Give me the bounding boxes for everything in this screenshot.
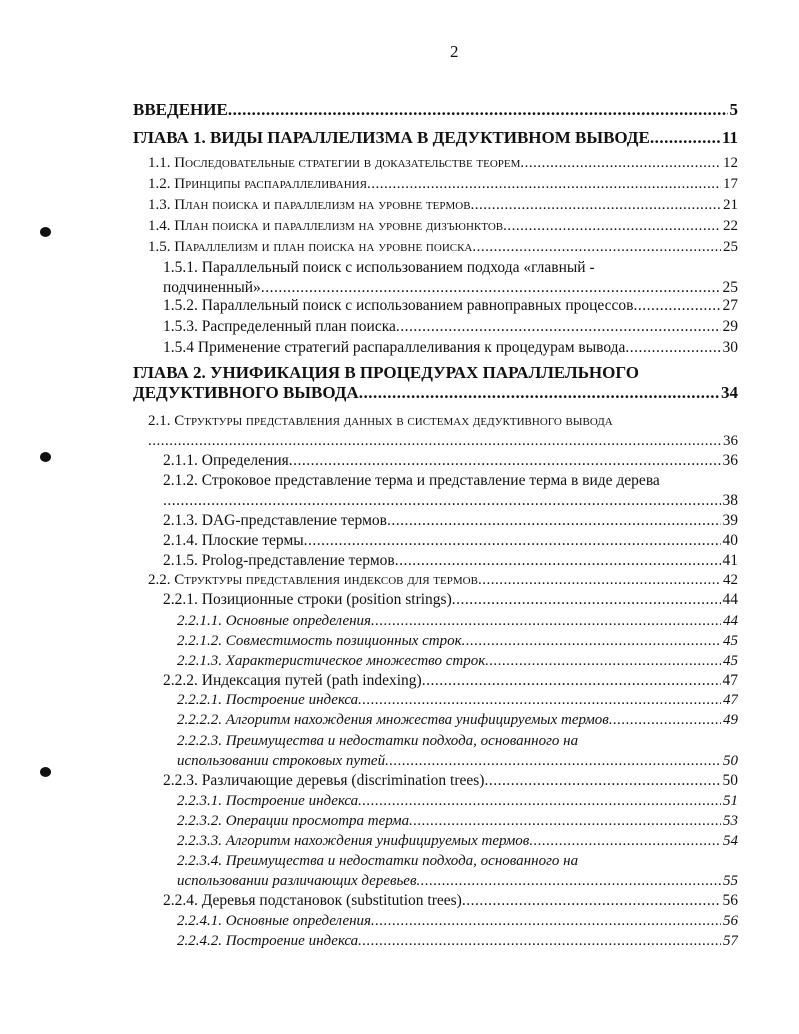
toc-entry[interactable] [177,831,738,851]
toc-entry-title: ДЕДУКТИВНОГО ВЫВОДА [133,383,359,402]
toc-entry[interactable] [163,671,738,691]
dot-leader [289,451,721,471]
dot-leader [395,551,721,571]
toc-entry-title: 2.2.2. Индексация путей (path indexing) [163,672,422,689]
toc-page-number: 44 [722,591,738,608]
dot-leader [358,791,721,811]
dot-leader [304,531,721,551]
toc-page-number: 45 [723,633,738,649]
toc-entry-title: 2.2.3.2. Операции просмотра терма [177,813,410,829]
toc-entry[interactable] [148,237,738,257]
toc-entry[interactable] [163,491,738,511]
toc-entry[interactable] [177,791,738,811]
dot-leader [385,751,721,771]
toc-page-number: 56 [722,892,738,909]
toc-entry-title: 2.2.3.3. Алгоритм нахождения унифицируемых термов [177,833,530,849]
toc-entry-line1 [177,731,738,751]
toc-entry[interactable] [177,631,738,651]
toc-page-number: 57 [723,933,738,949]
toc-entry[interactable] [163,891,738,911]
toc-entry[interactable] [163,451,738,471]
toc-page-number: 17 [723,176,738,192]
toc-entry[interactable] [133,100,738,120]
toc-entry[interactable] [133,383,738,403]
toc-page-number: 34 [721,383,738,402]
dot-leader [148,431,721,451]
toc-entry[interactable] [133,128,738,148]
toc-entry[interactable] [163,590,738,610]
toc-entry-title: 2.1.5. Prolog-представление термов [163,552,395,569]
toc-entry[interactable] [163,531,738,551]
dot-leader [462,891,721,911]
toc-entry[interactable] [148,153,738,173]
dot-leader [609,710,721,730]
dot-leader [472,237,721,257]
toc-page-number: 29 [722,318,738,335]
toc-entry-title: 1.5.1. Параллельный поиск с использованием подхода «главный - [163,259,595,276]
toc-entry[interactable] [177,911,738,931]
toc-entry-line1 [177,851,738,871]
toc-page-number: 22 [723,218,738,234]
dot-leader [416,871,721,891]
toc-page-number: 55 [723,873,738,889]
toc-entry-title: ВВЕДЕНИЕ [133,100,228,119]
toc-entry-title: 2.2.1.1. Основные определения [177,613,372,629]
scan-mark [40,227,51,237]
toc-entry-title: 1.4. План поиска и параллелизм на уровне дизъюнктов [148,218,504,234]
toc-entry-line1 [148,411,738,431]
toc-entry[interactable] [148,570,738,590]
toc-entry-title: 2.2.3. Различающие деревья (discrimination trees) [163,772,485,789]
toc-entry[interactable] [177,871,738,891]
toc-page-number: 25 [723,239,738,255]
toc-entry-title: 2.1. Структуры представления данных в системах дедуктивного вывода [148,413,613,429]
toc-entry[interactable] [148,216,738,236]
toc-entry-title: 2.1.2. Строковое представление терма и представление терма в виде дерева [163,472,660,489]
toc-entry-title: 2.2.1.2. Совместимость позиционных строк [177,633,462,649]
toc-entry-title: 2.2.3.4. Преимущества и недостатки подхода, основанного на [177,853,579,869]
scan-mark [40,452,51,462]
toc-entry-title: 1.2. Принципы распараллеливания [148,176,367,192]
toc-entry[interactable] [177,811,738,831]
toc-entry[interactable] [163,278,738,298]
toc-page-number: 56 [723,913,738,929]
toc-page-number: 21 [723,197,738,213]
dot-leader [422,671,721,691]
toc-entry-title: 2.2.2.3. Преимущества и недостатки подхода, основанного на [177,733,579,749]
toc-entry[interactable] [163,296,738,316]
toc-entry[interactable] [148,431,738,451]
toc-entry[interactable] [177,651,738,671]
dot-leader [484,771,720,791]
toc-entry-title: 1.5.2. Параллельный поиск с использованием равноправных процессов [163,297,634,314]
toc-entry-title: 2.2.4. Деревья подстановок (substitution trees) [163,892,462,909]
toc-entry-line1 [163,471,738,491]
toc-entry-line1 [163,258,738,278]
toc-entry-title: 2.2.4.2. Построение индекса [177,933,359,949]
toc-entry-title: использовании строковых путей [177,753,386,769]
toc-entry-title: 2.2. Структуры представления индексов для термов [148,572,478,588]
toc-page-number: 30 [722,339,738,356]
dot-leader [529,831,721,851]
toc-page-number: 36 [723,433,738,449]
toc-entry[interactable] [177,751,738,771]
dot-leader [471,195,721,215]
dot-leader [163,491,721,511]
toc-page-number: 41 [722,552,738,569]
dot-leader [625,338,720,358]
toc-page-number: 44 [723,613,738,629]
toc-entry[interactable] [177,690,738,710]
toc-entry[interactable] [163,317,738,337]
toc-entry-title: 2.2.4.1. Основные определения [177,913,372,929]
toc-entry-line1 [133,363,738,383]
toc-entry[interactable] [163,338,738,358]
dot-leader [387,511,721,531]
dot-leader [478,570,721,590]
dot-leader [367,174,721,194]
dot-leader [503,216,721,236]
dot-leader [520,153,721,173]
toc-entry-title: 1.1. Последовательные стратегии в доказательстве теорем [148,155,521,171]
toc-entry-title: 1.5.3. Распределенный план поиска [163,318,396,335]
toc-page-number: 54 [723,833,738,849]
toc-entry-title: 1.5. Параллелизм и план поиска на уровне поиска [148,239,473,255]
toc-entry-title: 2.1.1. Определения [163,452,289,469]
page-number: 2 [450,42,459,61]
toc-page-number: 5 [729,100,738,119]
toc-page-number: 25 [722,279,738,296]
toc-page-number: 12 [723,155,738,171]
toc-page-number: 47 [722,672,738,689]
toc-entry[interactable] [163,511,738,531]
dot-leader [358,690,721,710]
dot-leader [371,611,721,631]
toc-page-number: 45 [723,653,738,669]
toc-page-number: 42 [723,572,738,588]
toc-entry-title: 2.2.2.1. Построение индекса [177,692,359,708]
toc-entry-title: 2.2.1. Позиционные строки (position strings) [163,591,452,608]
toc-entry-title: использовании различающих деревьев [177,873,417,889]
dot-leader [396,317,721,337]
toc-page-number: 36 [722,452,738,469]
dot-leader [261,278,721,298]
toc-entry-title: 2.2.3.1. Построение индекса [177,793,359,809]
toc-page-number: 38 [722,492,738,509]
toc-entry[interactable] [177,931,738,951]
dot-leader [462,631,721,651]
dot-leader [228,100,728,120]
toc-entry-title: 2.2.2.2. Алгоритм нахождения множества унифицируемых термов [177,712,609,728]
toc-page-number: 40 [722,532,738,549]
scan-mark [40,767,51,777]
dot-leader [359,383,719,403]
toc-entry[interactable] [148,195,738,215]
toc-entry-title: подчиненный» [163,279,261,296]
toc-entry[interactable] [163,771,738,791]
toc-entry-title: 1.3. План поиска и параллелизм на уровне термов [148,197,471,213]
toc-page-number: 49 [723,712,738,728]
toc-page-number: 27 [722,297,738,314]
dot-leader [485,651,721,671]
toc-page-number: 51 [723,793,738,809]
dot-leader [452,590,721,610]
toc-entry[interactable] [177,611,738,631]
toc-entry[interactable] [148,174,738,194]
toc-entry-title: 1.5.4 Применение стратегий распараллеливания к процедурам вывода [163,339,626,356]
dot-leader [358,931,721,951]
toc-entry[interactable] [177,710,738,730]
dot-leader [371,911,721,931]
toc-entry[interactable] [163,551,738,571]
toc-page-number: 39 [722,512,738,529]
dot-leader [634,296,721,316]
toc-entry-title: 2.1.4. Плоские термы [163,532,304,549]
toc-page-number: 47 [723,692,738,708]
toc-entry-title: ГЛАВА 1. ВИДЫ ПАРАЛЛЕЛИЗМА В ДЕДУКТИВНОМ ВЫВОДЕ [133,128,650,147]
toc-entry-title: 2.1.3. DAG-представление термов [163,512,387,529]
toc-page-number: 50 [722,772,738,789]
toc-page-number: 50 [723,753,738,769]
toc-page-number: 11 [721,128,738,147]
dot-leader [650,128,720,148]
toc-entry-title: ГЛАВА 2. УНИФИКАЦИЯ В ПРОЦЕДУРАХ ПАРАЛЛЕЛЬНОГО [133,363,639,382]
toc-page-number: 53 [723,813,738,829]
toc-entry-title: 2.2.1.3. Характеристическое множество строк [177,653,486,669]
dot-leader [409,811,721,831]
